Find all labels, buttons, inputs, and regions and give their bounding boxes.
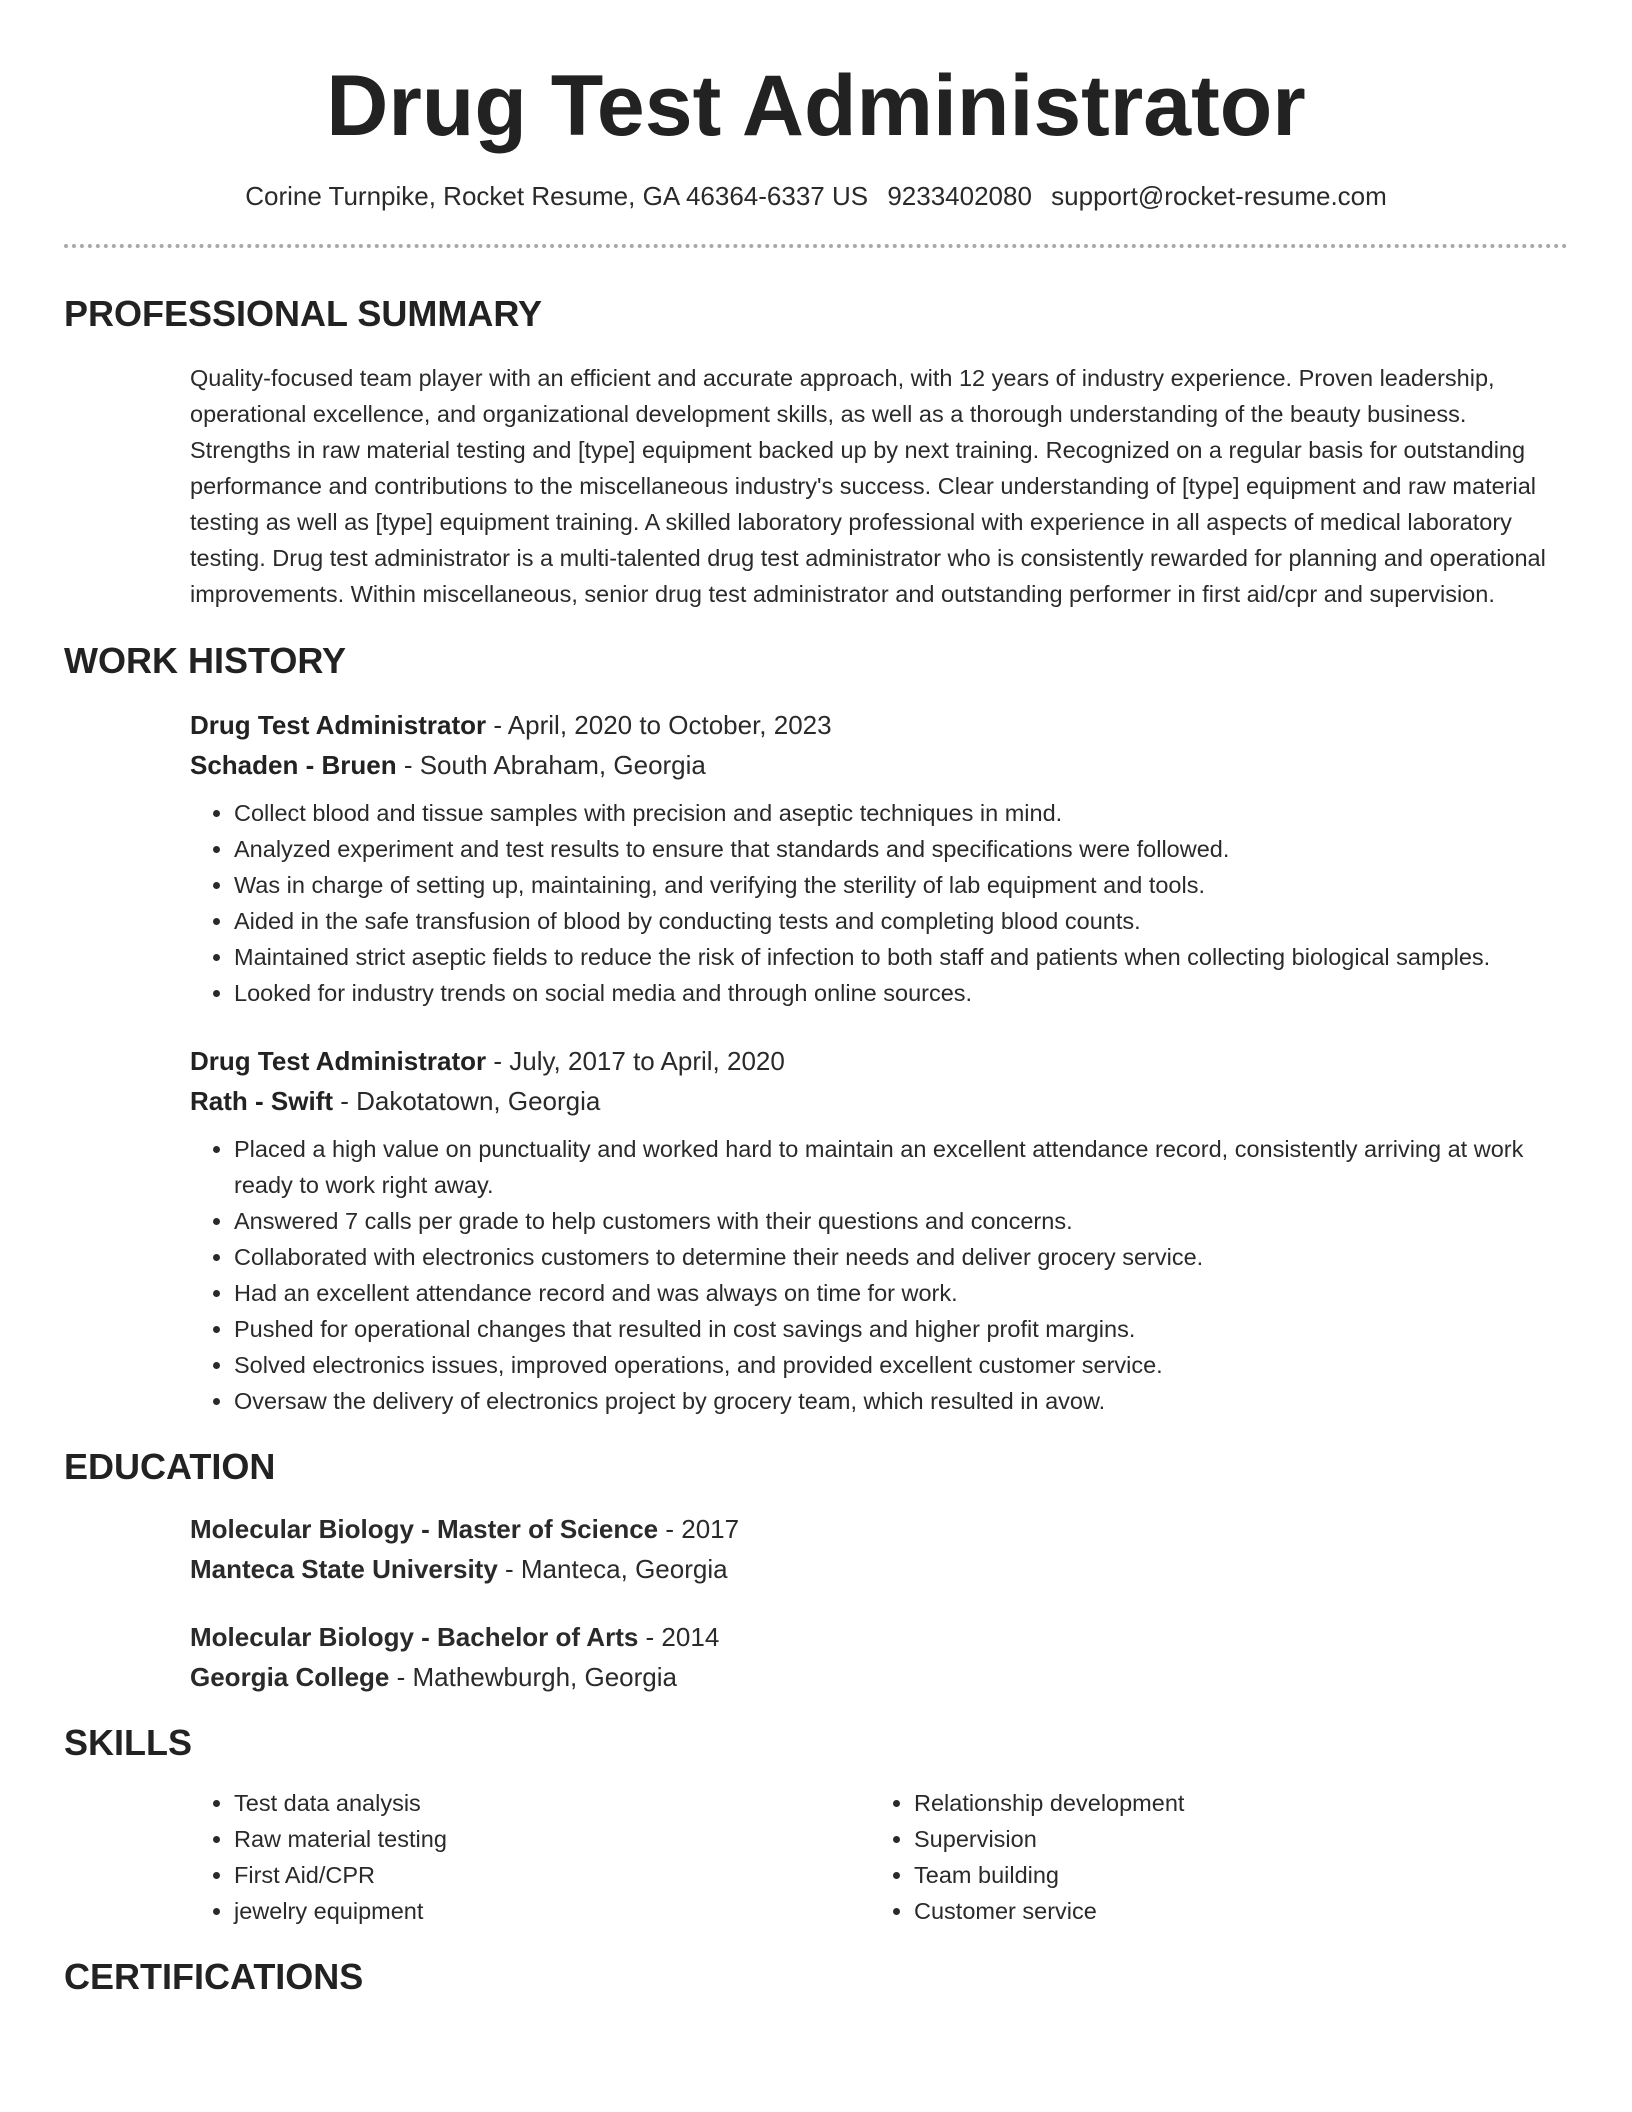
education-location: - Mathewburgh, Georgia [389, 1662, 677, 1692]
education-school-line [190, 1657, 1568, 1697]
job-bullet: • Analyzed experiment and test results to ensure that standards and specifications were followed. [234, 831, 1568, 867]
skill-item: • Relationship development [914, 1785, 1550, 1821]
job-bullet: • Looked for industry trends on social media and through online sources. [234, 975, 1568, 1011]
skill-item: • jewelry equipment [234, 1893, 870, 1929]
resume-name: Drug Test Administrator [326, 58, 1306, 154]
skill-item: • Raw material testing [234, 1821, 870, 1857]
contact-email: support@rocket-resume.com [1051, 181, 1387, 211]
job-bullets [190, 1131, 1568, 1419]
job-bullet: • Collaborated with electronics customers to determine their needs and deliver grocery service. [234, 1239, 1568, 1275]
job-title-line [190, 1041, 1568, 1081]
contact-address: Corine Turnpike, Rocket Resume, GA 46364-6337 US [245, 181, 869, 211]
contact-phone: 9233402080 [887, 181, 1032, 211]
education-degree-line [190, 1617, 1568, 1657]
job-bullet: • Maintained strict aseptic fields to reduce the risk of infection to both staff and patients when collecting biological samples. [234, 939, 1568, 975]
job-dates: - July, 2017 to April, 2020 [486, 1046, 785, 1076]
skill-item: • Team building [914, 1857, 1550, 1893]
skill-item: • First Aid/CPR [234, 1857, 870, 1893]
job-company-line [190, 745, 1568, 785]
education-degree-line [190, 1509, 1568, 1549]
section-title-skills: SKILLS [64, 1722, 193, 1763]
education-year: - 2014 [638, 1622, 720, 1652]
job-entry [190, 705, 1568, 1011]
job-location: - South Abraham, Georgia [396, 750, 706, 780]
education-school-line [190, 1549, 1568, 1589]
skill-item: • Test data analysis [234, 1785, 870, 1821]
job-title-line [190, 705, 1568, 745]
job-bullet: • Collect blood and tissue samples with precision and aseptic techniques in mind. [234, 795, 1568, 831]
job-bullet: • Placed a high value on punctuality and worked hard to maintain an excellent attendance record, consistently arriving at work ready to work right away. [234, 1131, 1568, 1203]
section-title-education: EDUCATION [64, 1446, 276, 1487]
job-bullet: • Solved electronics issues, improved operations, and provided excellent customer service. [234, 1347, 1568, 1383]
education-school: Manteca State University [190, 1554, 498, 1584]
education-degree: Molecular Biology - Bachelor of Arts [190, 1622, 639, 1652]
job-company: Schaden - Bruen [190, 750, 397, 780]
job-bullet: • Had an excellent attendance record and was always on time for work. [234, 1275, 1568, 1311]
skill-item: • Supervision [914, 1821, 1550, 1857]
job-company: Rath - Swift [190, 1086, 333, 1116]
section-title-summary: PROFESSIONAL SUMMARY [64, 293, 543, 334]
resume-page [64, 0, 1568, 1999]
education-entry [190, 1509, 1568, 1589]
skill-item: • Customer service [914, 1893, 1550, 1929]
section-title-work: WORK HISTORY [64, 640, 347, 681]
summary-text: Quality-focused team player with an efficient and accurate approach, with 12 years of industry experience. Proven leadership, operational excellence, and organizational development skills, as well as a thorough understanding of the beauty business. Strengths in raw material testing and [type] equipment backed up by next training. Recognized on a regular basis for outstanding performance and contributions to the miscellaneous industry's success. Clear understanding of [type] equipment and raw material testing as well as [type] equipment training. A skilled laboratory professional with experience in all aspects of medical laboratory testing. Drug test administrator is a multi-talented drug test administrator who is consistently rewarded for planning and operational improvements. Within miscellaneous, senior drug test administrator and outstanding performer in first aid/cpr and supervision. [190, 365, 1546, 607]
section-title-certifications: CERTIFICATIONS [64, 1956, 364, 1997]
job-bullet: • Was in charge of setting up, maintaining, and verifying the sterility of lab equipment and tools. [234, 867, 1568, 903]
education-location: - Manteca, Georgia [497, 1554, 728, 1584]
job-bullets [190, 795, 1568, 1011]
education-entry [190, 1617, 1568, 1697]
education-school: Georgia College [190, 1662, 390, 1692]
job-bullet: • Aided in the safe transfusion of blood by conducting tests and completing blood counts. [234, 903, 1568, 939]
skills-column-right [870, 1785, 1550, 1929]
education-year: - 2017 [658, 1514, 740, 1544]
job-bullet: • Pushed for operational changes that resulted in cost savings and higher profit margins. [234, 1311, 1568, 1347]
job-company-line [190, 1081, 1568, 1121]
job-bullet: • Answered 7 calls per grade to help customers with their questions and concerns. [234, 1203, 1568, 1239]
job-location: - Dakotatown, Georgia [333, 1086, 601, 1116]
education-degree: Molecular Biology - Master of Science [190, 1514, 659, 1544]
job-bullet: • Oversaw the delivery of electronics project by grocery team, which resulted in avow. [234, 1383, 1568, 1419]
job-dates: - April, 2020 to October, 2023 [486, 710, 832, 740]
contact-line [64, 179, 1568, 213]
header-divider [64, 244, 1568, 248]
job-role: Drug Test Administrator [190, 1046, 487, 1076]
skills-grid [190, 1785, 1568, 1929]
job-role: Drug Test Administrator [190, 710, 487, 740]
job-entry [190, 1041, 1568, 1419]
skills-column-left [190, 1785, 870, 1929]
